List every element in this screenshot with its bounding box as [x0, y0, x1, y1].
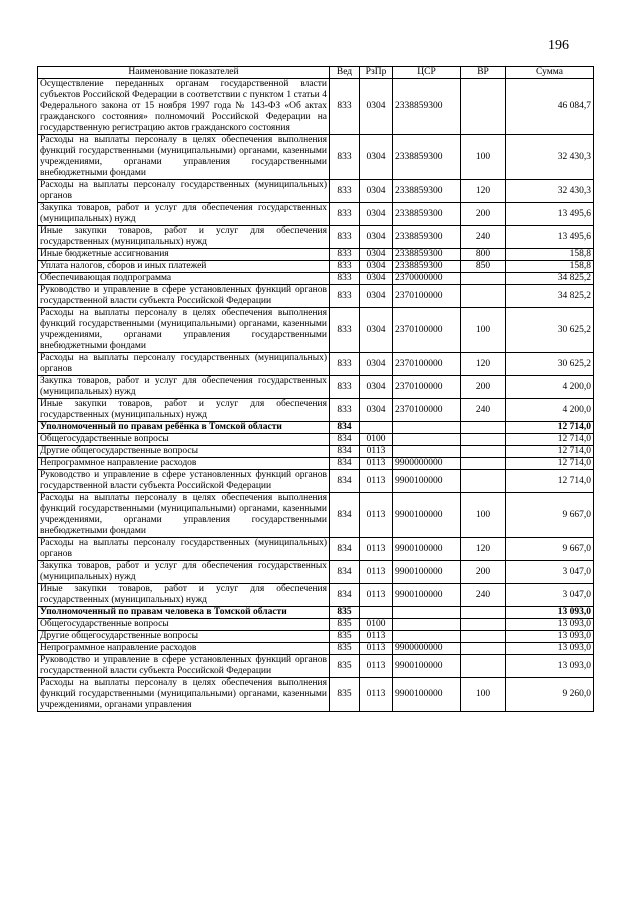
- cell-ved: 833: [330, 180, 360, 203]
- cell-rzpr: 0304: [360, 353, 393, 376]
- cell-sum: 13 093,0: [506, 607, 594, 619]
- cell-csr: 9900100000: [393, 561, 461, 584]
- cell-ved: 835: [330, 643, 360, 655]
- cell-name: Уполномоченный по правам ребёнка в Томской области: [38, 422, 330, 434]
- cell-csr: 9900000000: [393, 458, 461, 470]
- table-row: [38, 631, 594, 643]
- cell-csr: 9900000000: [393, 643, 461, 655]
- table-row: [38, 538, 594, 561]
- cell-name: Руководство и управление в сфере установленных функций органов государственной власти субъекта Российской Федерации: [38, 655, 330, 678]
- table-row: [38, 561, 594, 584]
- cell-vr: 200: [461, 561, 506, 584]
- table-row: [38, 584, 594, 607]
- cell-csr: 2370100000: [393, 308, 461, 353]
- cell-vr: 120: [461, 538, 506, 561]
- table-row: [38, 376, 594, 399]
- cell-name: Общегосударственные вопросы: [38, 619, 330, 631]
- cell-rzpr: [360, 422, 393, 434]
- cell-csr: 2338859300: [393, 261, 461, 273]
- cell-rzpr: 0304: [360, 249, 393, 261]
- cell-csr: 9900100000: [393, 678, 461, 712]
- cell-name: Уполномоченный по правам человека в Томской области: [38, 607, 330, 619]
- cell-vr: 100: [461, 678, 506, 712]
- cell-sum: 9 667,0: [506, 493, 594, 538]
- cell-vr: 100: [461, 135, 506, 180]
- cell-name: Непрограммное направление расходов: [38, 458, 330, 470]
- cell-vr: 800: [461, 249, 506, 261]
- cell-ved: 834: [330, 470, 360, 493]
- cell-name: Иные закупки товаров, работ и услуг для обеспечения государственных (муниципальных) нужд: [38, 584, 330, 607]
- cell-vr: [461, 631, 506, 643]
- cell-rzpr: 0113: [360, 470, 393, 493]
- cell-csr: 2338859300: [393, 203, 461, 226]
- cell-rzpr: 0304: [360, 79, 393, 135]
- cell-sum: 13 495,6: [506, 226, 594, 249]
- table-row: [38, 458, 594, 470]
- cell-sum: 4 200,0: [506, 376, 594, 399]
- cell-vr: 200: [461, 376, 506, 399]
- cell-ved: 834: [330, 538, 360, 561]
- cell-rzpr: 0304: [360, 180, 393, 203]
- cell-ved: 835: [330, 619, 360, 631]
- cell-sum: 13 495,6: [506, 203, 594, 226]
- cell-vr: [461, 619, 506, 631]
- cell-rzpr: 0113: [360, 643, 393, 655]
- cell-sum: 3 047,0: [506, 561, 594, 584]
- budget-table: [37, 66, 594, 712]
- cell-vr: [461, 422, 506, 434]
- header-ved: Вед: [330, 67, 360, 79]
- cell-name: Осуществление переданных органам государственной власти субъектов Российской Федерации в соответствии с пунктом 1 статьи 4 Федерального закона от 15 ноября 1997 года № 143-ФЗ «Об актах гражданского состояния» полномочий Российской Федерации на государственную регистрацию актов гражданского состояния: [38, 79, 330, 135]
- cell-sum: 12 714,0: [506, 458, 594, 470]
- header-sum: Сумма: [506, 67, 594, 79]
- cell-rzpr: 0113: [360, 538, 393, 561]
- cell-csr: [393, 631, 461, 643]
- cell-ved: 834: [330, 584, 360, 607]
- cell-ved: 834: [330, 446, 360, 458]
- cell-ved: 834: [330, 561, 360, 584]
- cell-rzpr: 0113: [360, 493, 393, 538]
- cell-ved: 834: [330, 422, 360, 434]
- cell-ved: 833: [330, 308, 360, 353]
- table-row: [38, 619, 594, 631]
- table-row: [38, 678, 594, 712]
- cell-csr: 2338859300: [393, 249, 461, 261]
- cell-rzpr: [360, 607, 393, 619]
- cell-vr: [461, 79, 506, 135]
- cell-vr: [461, 470, 506, 493]
- table-row: [38, 643, 594, 655]
- cell-csr: [393, 619, 461, 631]
- cell-ved: 833: [330, 249, 360, 261]
- cell-rzpr: 0304: [360, 399, 393, 422]
- cell-ved: 833: [330, 261, 360, 273]
- cell-vr: 240: [461, 584, 506, 607]
- cell-rzpr: 0304: [360, 376, 393, 399]
- cell-sum: 12 714,0: [506, 470, 594, 493]
- cell-name: Иные закупки товаров, работ и услуг для обеспечения государственных (муниципальных) нужд: [38, 226, 330, 249]
- cell-rzpr: 0304: [360, 203, 393, 226]
- table-row: [38, 273, 594, 285]
- cell-ved: 833: [330, 135, 360, 180]
- cell-ved: 833: [330, 285, 360, 308]
- cell-sum: 30 625,2: [506, 308, 594, 353]
- cell-rzpr: 0113: [360, 446, 393, 458]
- cell-name: Расходы на выплаты персоналу в целях обеспечения выполнения функций государственными (муниципальными) органами, казенными учреждениями, органами управления государственными внебюджетными фондами: [38, 308, 330, 353]
- cell-csr: [393, 446, 461, 458]
- cell-csr: 9900100000: [393, 655, 461, 678]
- cell-ved: 834: [330, 434, 360, 446]
- cell-name: Руководство и управление в сфере установленных функций органов государственной власти субъекта Российской Федерации: [38, 285, 330, 308]
- cell-rzpr: 0113: [360, 631, 393, 643]
- cell-ved: 835: [330, 607, 360, 619]
- cell-vr: [461, 643, 506, 655]
- cell-csr: 2370100000: [393, 353, 461, 376]
- cell-ved: 833: [330, 226, 360, 249]
- table-body: [38, 79, 594, 712]
- table-row: [38, 249, 594, 261]
- cell-name: Иные закупки товаров, работ и услуг для обеспечения государственных (муниципальных) нужд: [38, 399, 330, 422]
- cell-sum: 12 714,0: [506, 434, 594, 446]
- cell-rzpr: 0304: [360, 226, 393, 249]
- cell-sum: 158,8: [506, 261, 594, 273]
- cell-rzpr: 0304: [360, 261, 393, 273]
- cell-vr: [461, 434, 506, 446]
- cell-csr: 2338859300: [393, 226, 461, 249]
- cell-sum: 9 667,0: [506, 538, 594, 561]
- cell-vr: [461, 655, 506, 678]
- header-csr: ЦСР: [393, 67, 461, 79]
- table-row: [38, 180, 594, 203]
- header-vr: ВР: [461, 67, 506, 79]
- cell-vr: [461, 458, 506, 470]
- cell-rzpr: 0113: [360, 584, 393, 607]
- cell-csr: [393, 434, 461, 446]
- cell-vr: [461, 285, 506, 308]
- cell-sum: 12 714,0: [506, 446, 594, 458]
- cell-vr: 850: [461, 261, 506, 273]
- cell-sum: 34 825,2: [506, 285, 594, 308]
- cell-csr: 9900100000: [393, 493, 461, 538]
- cell-rzpr: 0304: [360, 273, 393, 285]
- cell-ved: 833: [330, 399, 360, 422]
- cell-sum: 13 093,0: [506, 643, 594, 655]
- cell-name: Расходы на выплаты персоналу государственных (муниципальных) органов: [38, 180, 330, 203]
- cell-csr: 2338859300: [393, 180, 461, 203]
- header-rzpr: РзПр: [360, 67, 393, 79]
- cell-vr: 120: [461, 353, 506, 376]
- table-row: [38, 399, 594, 422]
- cell-csr: [393, 422, 461, 434]
- cell-rzpr: 0100: [360, 619, 393, 631]
- cell-csr: 2370000000: [393, 273, 461, 285]
- cell-ved: 833: [330, 79, 360, 135]
- cell-vr: [461, 446, 506, 458]
- cell-csr: [393, 607, 461, 619]
- cell-csr: 9900100000: [393, 538, 461, 561]
- cell-csr: 2370100000: [393, 285, 461, 308]
- cell-vr: 240: [461, 226, 506, 249]
- cell-sum: 13 093,0: [506, 631, 594, 643]
- cell-sum: 34 825,2: [506, 273, 594, 285]
- table-row: [38, 470, 594, 493]
- cell-rzpr: 0304: [360, 308, 393, 353]
- cell-vr: [461, 273, 506, 285]
- cell-name: Расходы на выплаты персоналу в целях обеспечения выполнения функций государственными (муниципальными) органами, казенными учреждениями, органами управления государственными внебюджетными фондами: [38, 493, 330, 538]
- table-row: [38, 493, 594, 538]
- cell-sum: 32 430,3: [506, 180, 594, 203]
- table-row: [38, 655, 594, 678]
- cell-vr: [461, 607, 506, 619]
- cell-name: Закупка товаров, работ и услуг для обеспечения государственных (муниципальных) нужд: [38, 376, 330, 399]
- table-row: [38, 226, 594, 249]
- cell-name: Расходы на выплаты персоналу в целях обеспечения выполнения функций государственными (муниципальными) органами, казенными учреждениями, органами управления: [38, 678, 330, 712]
- cell-name: Закупка товаров, работ и услуг для обеспечения государственных (муниципальных) нужд: [38, 203, 330, 226]
- table-row: [38, 446, 594, 458]
- cell-sum: 13 093,0: [506, 655, 594, 678]
- cell-csr: 2338859300: [393, 135, 461, 180]
- cell-name: Руководство и управление в сфере установленных функций органов государственной власти субъекта Российской Федерации: [38, 470, 330, 493]
- cell-name: Расходы на выплаты персоналу государственных (муниципальных) органов: [38, 538, 330, 561]
- table-row: [38, 308, 594, 353]
- cell-csr: 2370100000: [393, 399, 461, 422]
- cell-rzpr: 0113: [360, 458, 393, 470]
- cell-ved: 833: [330, 273, 360, 285]
- cell-sum: 32 430,3: [506, 135, 594, 180]
- table-row: [38, 607, 594, 619]
- cell-vr: 100: [461, 493, 506, 538]
- cell-name: Непрограммное направление расходов: [38, 643, 330, 655]
- cell-name: Расходы на выплаты персоналу в целях обеспечения выполнения функций государственными (муниципальными) органами, казенными учреждениями, органами управления государственными внебюджетными фондами: [38, 135, 330, 180]
- cell-ved: 835: [330, 655, 360, 678]
- cell-ved: 834: [330, 493, 360, 538]
- cell-csr: 2338859300: [393, 79, 461, 135]
- cell-vr: 100: [461, 308, 506, 353]
- table-row: [38, 203, 594, 226]
- cell-sum: 13 093,0: [506, 619, 594, 631]
- cell-name: Другие общегосударственные вопросы: [38, 631, 330, 643]
- cell-sum: 12 714,0: [506, 422, 594, 434]
- cell-sum: 9 260,0: [506, 678, 594, 712]
- cell-name: Другие общегосударственные вопросы: [38, 446, 330, 458]
- table-row: [38, 353, 594, 376]
- cell-rzpr: 0100: [360, 434, 393, 446]
- table-row: [38, 79, 594, 135]
- cell-rzpr: 0304: [360, 285, 393, 308]
- cell-ved: 833: [330, 376, 360, 399]
- cell-vr: 120: [461, 180, 506, 203]
- table-row: [38, 422, 594, 434]
- cell-sum: 158,8: [506, 249, 594, 261]
- cell-ved: 835: [330, 678, 360, 712]
- cell-csr: 9900100000: [393, 470, 461, 493]
- page-number: 196: [548, 38, 569, 53]
- cell-ved: 835: [330, 631, 360, 643]
- table-row: [38, 261, 594, 273]
- cell-rzpr: 0304: [360, 135, 393, 180]
- cell-rzpr: 0113: [360, 561, 393, 584]
- cell-rzpr: 0113: [360, 655, 393, 678]
- table-row: [38, 434, 594, 446]
- cell-ved: 834: [330, 458, 360, 470]
- cell-name: Расходы на выплаты персоналу государственных (муниципальных) органов: [38, 353, 330, 376]
- table-header-row: [38, 67, 594, 79]
- cell-sum: 46 084,7: [506, 79, 594, 135]
- header-name: Наименование показателей: [38, 67, 330, 79]
- cell-name: Закупка товаров, работ и услуг для обеспечения государственных (муниципальных) нужд: [38, 561, 330, 584]
- cell-sum: 3 047,0: [506, 584, 594, 607]
- cell-name: Обеспечивающая подпрограмма: [38, 273, 330, 285]
- cell-csr: 2370100000: [393, 376, 461, 399]
- table-row: [38, 285, 594, 308]
- cell-csr: 9900100000: [393, 584, 461, 607]
- cell-ved: 833: [330, 203, 360, 226]
- cell-name: Общегосударственные вопросы: [38, 434, 330, 446]
- cell-vr: 240: [461, 399, 506, 422]
- cell-ved: 833: [330, 353, 360, 376]
- cell-name: Уплата налогов, сборов и иных платежей: [38, 261, 330, 273]
- table-row: [38, 135, 594, 180]
- cell-vr: 200: [461, 203, 506, 226]
- cell-name: Иные бюджетные ассигнования: [38, 249, 330, 261]
- cell-sum: 4 200,0: [506, 399, 594, 422]
- cell-rzpr: 0113: [360, 678, 393, 712]
- cell-sum: 30 625,2: [506, 353, 594, 376]
